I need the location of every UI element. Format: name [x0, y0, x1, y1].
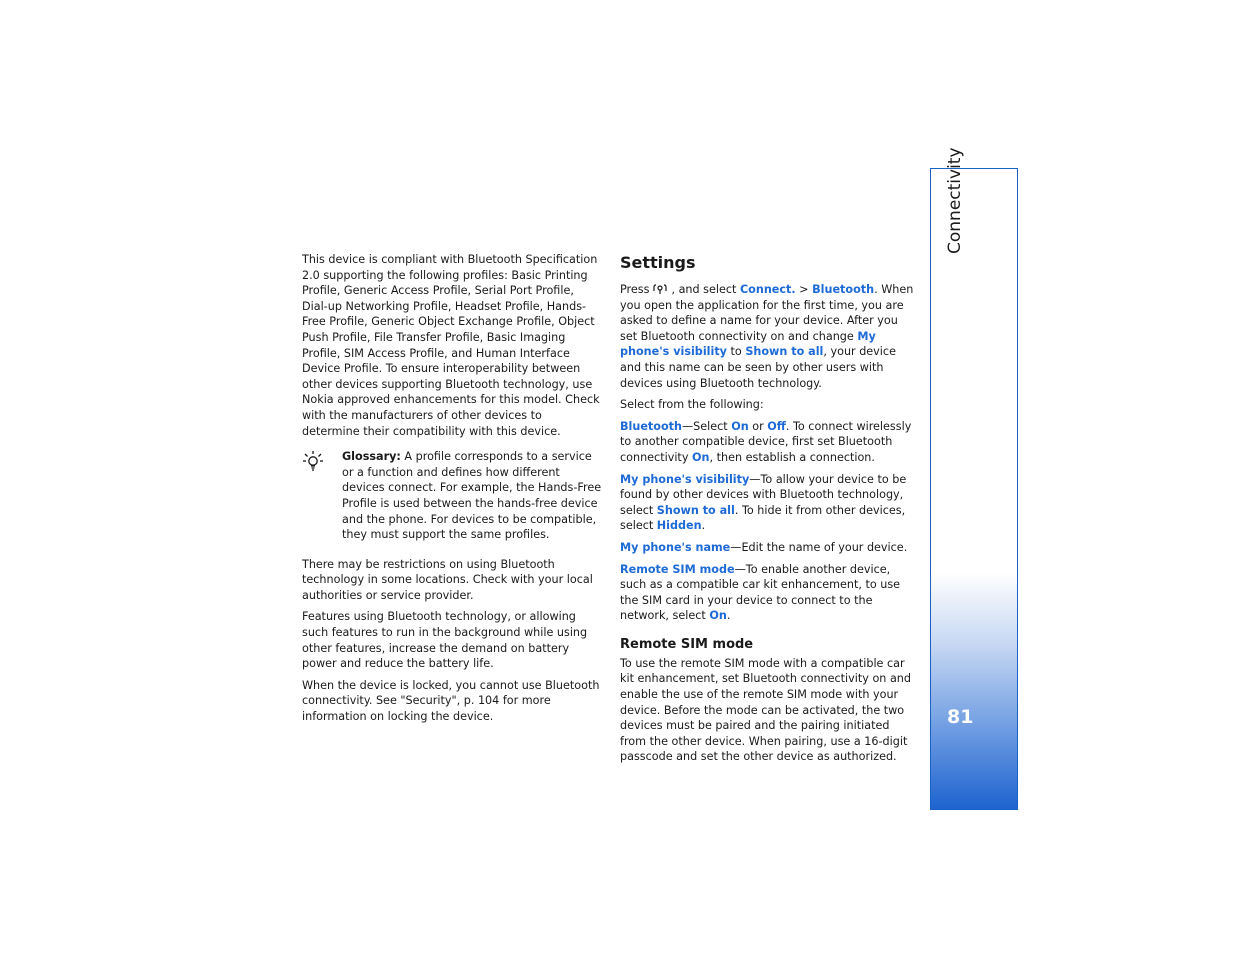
glossary-body: A profile corresponds to a service or a function and defines how different devices connect. For example, the Hands-Free Profile is used between the hands-free device and the phone. For devices to be compatible, they must support the same profiles.: [342, 450, 602, 542]
remote-sim-option: [620, 562, 918, 624]
locked-paragraph: When the device is locked, you cannot use Bluetooth connectivity. See "Security", p. 104 for more information on locking the device.: [302, 678, 600, 724]
bt-off: Off: [767, 419, 786, 433]
vis-t2: . To hide it from other devices, select: [620, 503, 906, 533]
vis-hidden: Hidden: [656, 519, 702, 533]
settings-heading: Settings: [620, 253, 696, 272]
vis-t1: —To allow your device to be found by other devices with Bluetooth technology, select: [620, 472, 907, 517]
bluetooth-option: [620, 419, 918, 466]
bt-on: On: [731, 419, 749, 433]
left-column: [302, 252, 602, 731]
remote-term: Remote SIM mode: [620, 562, 735, 576]
vis-shown: Shown to all: [656, 503, 735, 517]
visibility-term: My phone's visibility: [620, 472, 750, 486]
glossary-tip: [302, 449, 602, 543]
intro-and-select: , and select: [671, 283, 740, 296]
bt-t2: . To connect wirelessly to another compatible device, first set Bluetooth connectivity: [620, 419, 912, 464]
battery-paragraph: Features using Bluetooth technology, or allowing such features to run in the background while using other features, increase the demand on battery power and reduce the battery life.: [302, 610, 588, 671]
remote-sim-subheading: Remote SIM mode: [620, 636, 754, 652]
chapter-sidebar: [930, 147, 1018, 810]
menu-key-icon: [653, 283, 667, 295]
remote-t1: —To enable another device, such as a compatible car kit enhancement, to use the SIM card in your device to connect to the network, select: [620, 562, 901, 623]
bt-or: or: [748, 419, 768, 433]
intro-rest2: , your device and this name can be seen by other users with devices using Bluetooth technology.: [620, 345, 896, 390]
page-number: 81: [947, 706, 974, 728]
section-title: Connectivity: [945, 147, 965, 254]
bt-t1: —Select: [681, 419, 732, 433]
vis-t3: .: [701, 519, 706, 533]
visibility-option: [620, 472, 918, 534]
bluetooth-link: Bluetooth: [812, 283, 875, 296]
bluetooth-term: Bluetooth: [620, 419, 682, 433]
intro-to: to: [726, 345, 746, 359]
remote-sim-paragraph: To use the remote SIM mode with a compatible car kit enhancement, set Bluetooth connectivity on and enable the use of the remote SIM mode with your device. Before the mode can be activated, the two devices must be paired and the pairing initiated from the other device. When pairing, use a 16-digit passcode and set the other device as authorized.: [620, 656, 912, 764]
shown-to-all-link: Shown to all: [745, 345, 824, 359]
bt-t3: , then establish a connection.: [709, 450, 875, 464]
intro-rest1: . When you open the application for the first time, you are asked to define a name for your device. After you set Bluetooth connectivity on and change: [620, 283, 914, 343]
remote-t2: .: [726, 609, 731, 623]
connect-link: Connect.: [739, 283, 796, 296]
intro-gt: >: [795, 283, 813, 296]
right-column: [620, 252, 918, 771]
lightbulb-icon: [302, 449, 342, 543]
restrictions-paragraph: There may be restrictions on using Bluetooth technology in some locations. Check with your local authorities or service provider.: [302, 557, 593, 602]
visibility-link: My phone's visibility: [620, 329, 876, 359]
compliance-paragraph: This device is compliant with Bluetooth Specification 2.0 supporting the following profiles: Basic Printing Profile, Generic Access Profile, Serial Port Profile, Dial-up Networking Profile, Headset Profile, Hands-Free Profile, Generic Object Exchange Profile, Object Push Profile, File Transfer Profile, Basic Imaging Profile, SIM Access Profile, and Human Interface Device Profile. To ensure interoperability between other devices supporting Bluetooth technology, use Nokia approved enhancements for this model. Check with the manufacturers of other devices to determine their compatibility with this device.: [302, 253, 600, 438]
name-option: [620, 540, 918, 556]
name-term: My phone's name: [620, 540, 731, 554]
bt-on2: On: [692, 450, 710, 464]
select-from-label: Select from the following:: [620, 398, 764, 412]
remote-on: On: [709, 609, 727, 623]
name-t1: —Edit the name of your device.: [730, 540, 908, 554]
settings-intro: [620, 282, 918, 391]
glossary-text: [342, 449, 602, 543]
glossary-label: Glossary:: [342, 450, 401, 464]
intro-press: Press: [620, 283, 650, 296]
